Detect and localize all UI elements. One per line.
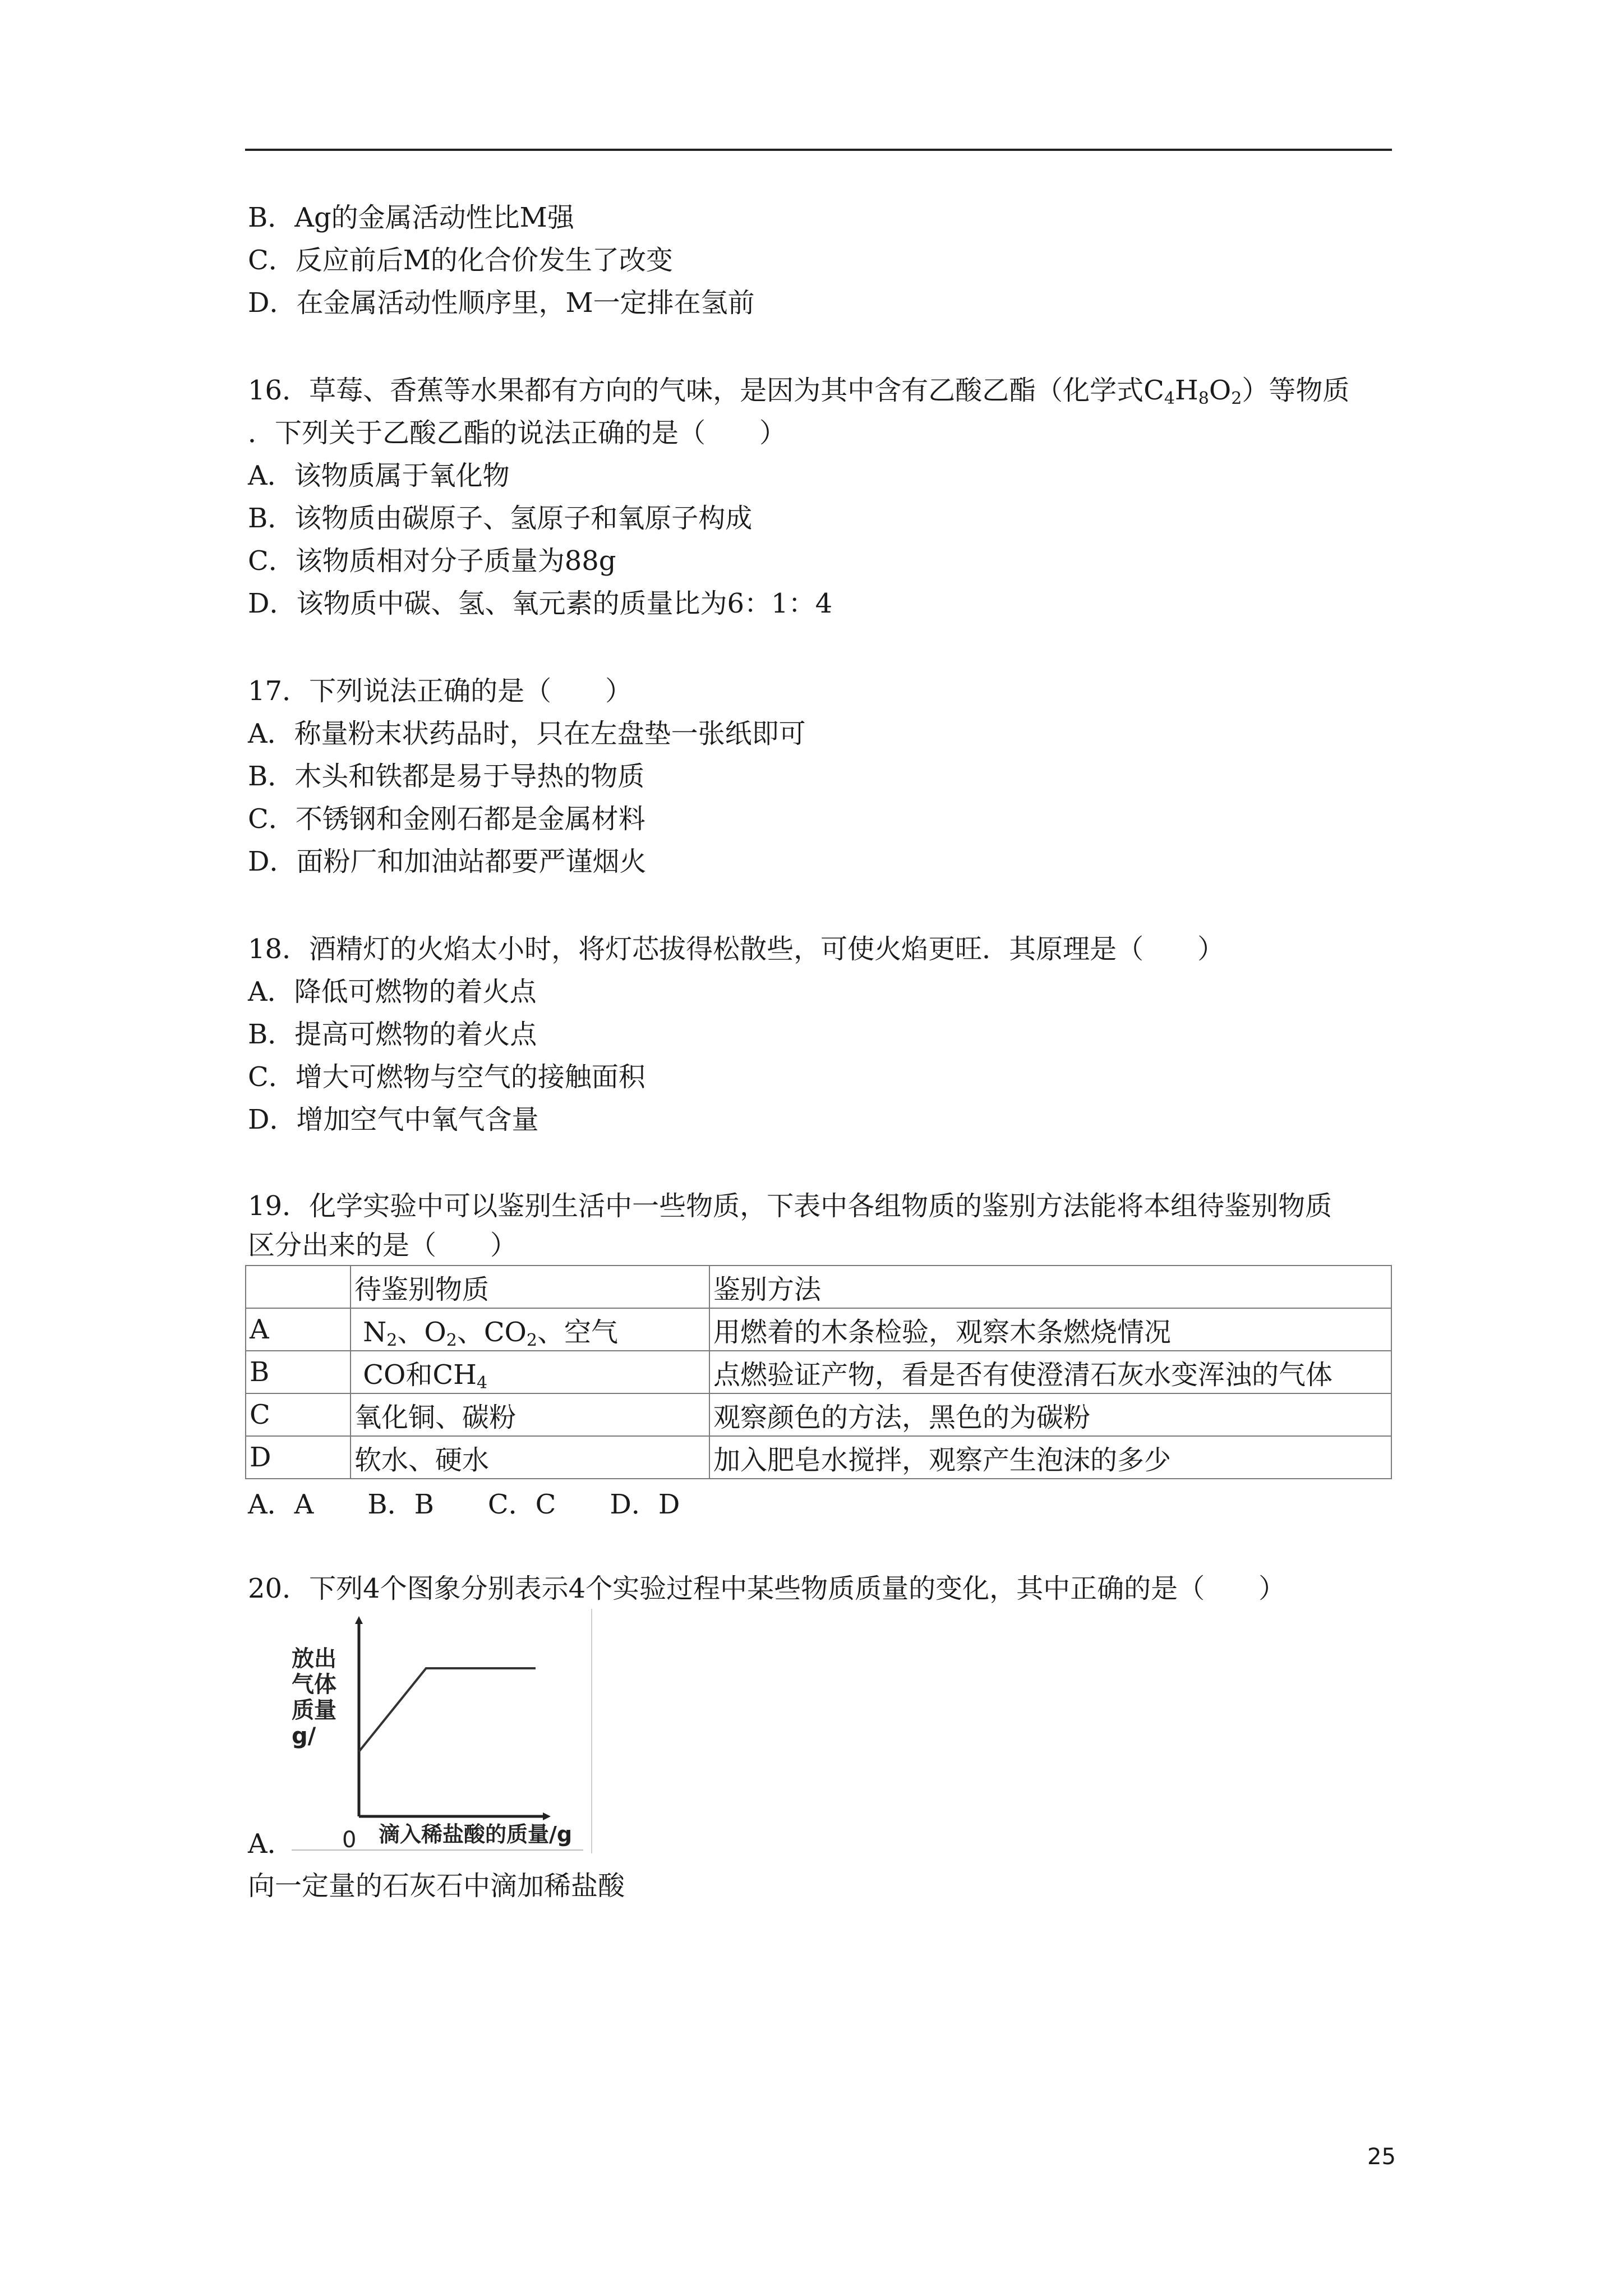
substance-cell: 氧化铜、碳粉 (351, 1393, 709, 1436)
row-label: D (246, 1436, 351, 1479)
q15-option-d: D．在金属活动性顺序里，M一定排在氢前 (248, 287, 755, 319)
q19-choices: A．A B．B C．C D．D (248, 1489, 680, 1520)
q19-table (245, 1265, 1392, 1479)
q17-option-c: C．不锈钢和金刚石都是金属材料 (248, 803, 645, 835)
table-header-row (246, 1266, 1391, 1308)
substance-cell: $N_2$、$O_2$、$CO_2$、空气 (351, 1308, 709, 1351)
q16-stem-cont: ．下列关于乙酸乙酯的说法正确的是（ ） (248, 417, 787, 449)
method-cell: 用燃着的木条检验，观察木条燃烧情况 (709, 1308, 1391, 1351)
method-cell: 加入肥皂水搅拌，观察产生泡沫的多少 (709, 1436, 1391, 1479)
q19-stem: 19．化学实验中可以鉴别生活中一些物质，下表中各组物质的鉴别方法能将本组待鉴别物质 (248, 1190, 1332, 1222)
substance-cell: 软水、硬水 (351, 1436, 709, 1479)
q18-option-a: A．降低可燃物的着火点 (248, 976, 537, 1007)
q19-stem-cont: 区分出来的是（ ） (248, 1230, 518, 1261)
origin-label: 0 (342, 1827, 357, 1853)
q17-option-a: A．称量粉末状药品时，只在左盘垫一张纸即可 (248, 718, 806, 749)
q15-option-c: C．反应前后M的化合价发生了改变 (248, 245, 673, 276)
series-line (359, 1668, 536, 1752)
table-header-cell (246, 1266, 351, 1308)
q20-stem: 20．下列4个图象分别表示4个实验过程中某些物质质量的变化，其中正确的是（ ） (248, 1573, 1286, 1604)
q16-option-d: D．该物质中碳、氢、氧元素的质量比为6：1：4 (248, 588, 833, 619)
q17-option-b: B．木头和铁都是易于导热的物质 (248, 761, 645, 792)
table-header-cell: 待鉴别物质 (351, 1266, 709, 1308)
method-cell: 观察颜色的方法，黑色的为碳粉 (709, 1393, 1391, 1436)
page-number: 25 (1367, 2144, 1396, 2170)
q17-option-d: D．面粉厂和加油站都要严谨烟火 (248, 846, 647, 877)
table-row (246, 1436, 1391, 1479)
q16-option-b: B．该物质由碳原子、氢原子和氧原子构成 (248, 503, 753, 534)
x-axis-label: 滴入稀盐酸的质量/g (379, 1822, 573, 1847)
q18-option-d: D．增加空气中氧气含量 (248, 1104, 539, 1135)
header-rule (245, 149, 1392, 151)
q18-option-b: B．提高可燃物的着火点 (248, 1019, 537, 1050)
row-label: B (246, 1351, 351, 1393)
y-label-line: 气体 (292, 1672, 336, 1697)
y-axis-label (292, 1646, 336, 1749)
table-row (246, 1351, 1391, 1393)
q20-option-a-caption: 向一定量的石灰石中滴加稀盐酸 (248, 1870, 625, 1902)
q20-chart (280, 1609, 594, 1853)
q16-option-a: A．该物质属于氧化物 (248, 460, 510, 491)
substance-cell: CO和$CH_4$ (351, 1351, 709, 1393)
q15-option-b: B．Ag的金属活动性比M强 (248, 202, 574, 233)
q20-option-a-label: A． (248, 1828, 294, 1860)
y-label-line: g/ (292, 1723, 316, 1749)
q18-option-c: C．增大可燃物与空气的接触面积 (248, 1061, 645, 1093)
q17-stem: 17．下列说法正确的是（ ） (248, 675, 633, 707)
y-label-line: 质量 (292, 1697, 336, 1723)
method-cell: 点燃验证产物，看是否有使澄清石灰水变浑浊的气体 (709, 1351, 1391, 1393)
q16-option-c: C．该物质相对分子质量为88g (248, 545, 616, 577)
q18-stem: 18．酒精灯的火焰太小时，将灯芯拔得松散些，可使火焰更旺．其原理是（ ） (248, 933, 1225, 965)
row-label: C (246, 1393, 351, 1436)
chart-svg (280, 1609, 594, 1853)
row-label: A (246, 1308, 351, 1351)
table-header-cell: 鉴别方法 (709, 1266, 1391, 1308)
table-row (246, 1308, 1391, 1351)
q16-stem: 16．草莓、香蕉等水果都有方向的气味，是因为其中含有乙酸乙酯（化学式$C_4H_8O_2$）等物质 (248, 375, 1350, 408)
y-label-line: 放出 (292, 1646, 336, 1672)
table-row (246, 1393, 1391, 1436)
